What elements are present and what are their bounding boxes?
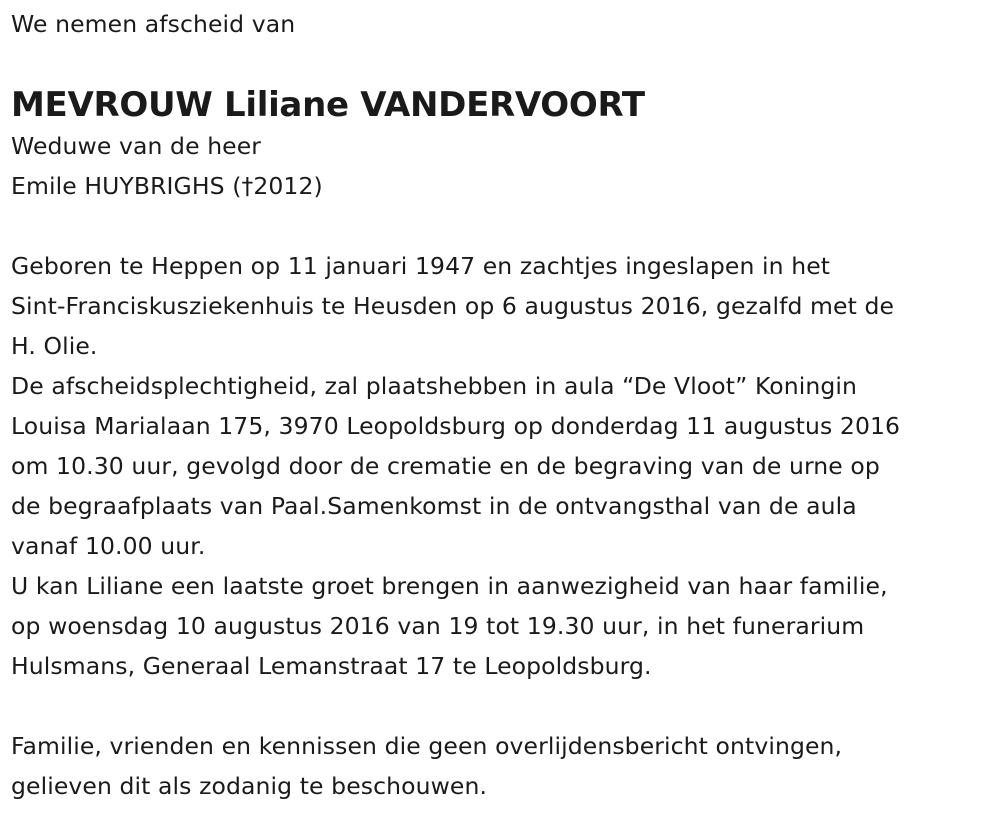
body-line: H. Olie. — [11, 332, 98, 360]
spacer — [11, 206, 996, 246]
spouse-line-1: Weduwe van de heer — [11, 132, 262, 160]
death-notice — [11, 4, 996, 806]
body-line: de begraafplaats van Paal.Samenkomst in de ontvangsthal van de aula — [11, 492, 857, 520]
body-line: Hulsmans, Generaal Lemanstraat 17 te Leopoldsburg. — [11, 652, 652, 680]
closing-line: Familie, vrienden en kennissen die geen overlijdensbericht ontvingen, — [11, 732, 843, 760]
body-line: Louisa Marialaan 175, 3970 Leopoldsburg op donderdag 11 augustus 2016 — [11, 412, 901, 440]
body-line: Sint-Franciskusziekenhuis te Heusden op 6 augustus 2016, gezalfd met de — [11, 292, 895, 320]
body-line: op woensdag 10 augustus 2016 van 19 tot 19.30 uur, in het funerarium — [11, 612, 865, 640]
deceased-name: MEVROUW Liliane VANDERVOORT — [11, 85, 645, 125]
body-line: De afscheidsplechtigheid, zal plaatshebben in aula “De Vloot” Koningin — [11, 372, 858, 400]
closing-note — [11, 726, 996, 806]
body-line: om 10.30 uur, gevolgd door de crematie en de begraving van de urne op — [11, 452, 880, 480]
body-line: U kan Liliane een laatste groet brengen in aanwezigheid van haar familie, — [11, 572, 888, 600]
notice-body — [11, 246, 996, 686]
closing-line: gelieven dit als zodanig te beschouwen. — [11, 772, 488, 800]
intro-line: We nemen afscheid van — [11, 10, 296, 38]
spouse-line-2: Emile HUYBRIGHS (†2012) — [11, 172, 323, 200]
spacer — [11, 686, 996, 726]
body-line: Geboren te Heppen op 11 januari 1947 en zachtjes ingeslapen in het — [11, 252, 831, 280]
body-line: vanaf 10.00 uur. — [11, 532, 206, 560]
